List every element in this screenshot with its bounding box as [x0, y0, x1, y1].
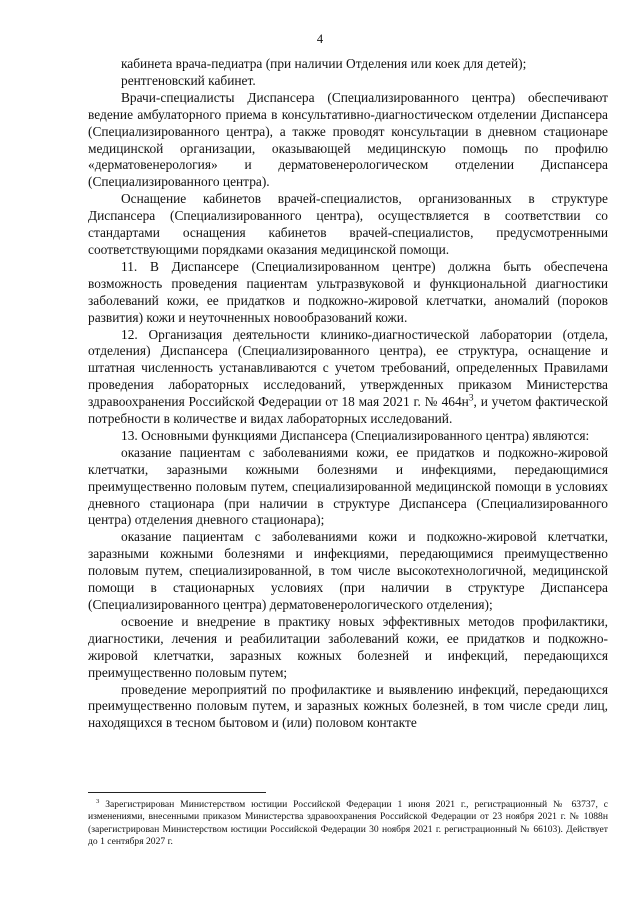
paragraph-equipment: Оснащение кабинетов врачей-специалистов, организованных в структуре Диспансера (Специализированного центра), осуществляется в соответствии со стандартами оснащения кабинетов врачей-специалистов, предусмотренными соответствующими порядками оказания медицинской помощи.	[88, 191, 608, 257]
paragraph-pediatrician-cabinet: кабинета врача-педиатра (при наличии Отделения или коек для детей);	[121, 56, 527, 71]
paragraph-function-inpatient: оказание пациентам с заболеваниями кожи и подкожно-жировой клетчатки, заразными кожными болезнями и инфекциями, передающимися преимущественно половым путем, специализированной, в том числе высокотехнологичной, медицинской помощи в стационарных условиях (при наличии в структуре Диспансера (Специализированного центра) дерматовенерологического отделения);	[88, 529, 608, 612]
paragraph-function-prevention: проведение мероприятий по профилактике и выявлению инфекций, передающихся преимущественно половым путем, и заразных кожных болезней, в том числе среди лиц, находящихся в тесном бытовом и (или) половом контакте	[88, 681, 608, 731]
paragraph-function-new-methods: освоение и внедрение в практику новых эффективных методов профилактики, диагностики, лечения и реабилитации заболеваний кожи, ее придатков и подкожно-жировой клетчатки, заразных кожных болезней и инфекций, передающихся преимущественно половым путем;	[88, 613, 608, 680]
paragraph-item-13: 13. Основными функциями Диспансера (Специализированного центра) являются:	[121, 427, 590, 443]
paragraph-specialists: Врачи-специалисты Диспансера (Специализированного центра) обеспечивают ведение амбулаторного приема в консультативно-диагностическом отделении Диспансера (Специализированного центра), а также проводят консультации в дневном стационаре медицинской организации, оказывающей медицинскую помощь по профилю «дерматовенерология» и дерматовенерологическом отделении Диспансера (Специализированного центра).	[88, 89, 608, 190]
paragraph-function-day-stationary: оказание пациентам с заболеваниями кожи, ее придатков и подкожно-жировой клетчатки, заразными кожными болезнями и инфекциями, передающимися преимущественно половым путем, специализированной медицинской помощи в условиях дневного стационара (при наличии в структуре Диспансера (Специализированного центра) отделения дневного стационара);	[88, 444, 608, 528]
paragraph-xray-cabinet: рентгеновский кабинет.	[121, 72, 256, 88]
footnote-reference: 3	[468, 393, 474, 404]
paragraph-item-12-continuation: и учетом фактической потребности в количестве и видах лабораторных исследований.	[88, 394, 608, 427]
footnote	[88, 799, 608, 848]
footnote-paragraph	[88, 799, 608, 848]
footnote-marker: 3	[96, 797, 100, 805]
paragraph-item-11: 11. В Диспансере (Специализированном центре) должна быть обеспечена возможность проведения пациентам ультразвуковой и функциональной диагностики заболеваний кожи, ее придатков и подкожно-жировой клетчатки, аномалий (пороков развития) кожи и неуточненных новообразований кожи.	[88, 258, 608, 325]
document-body	[88, 56, 608, 732]
paragraph-item-12: 12. Организация деятельности клинико-диагностической лаборатории (отдела, отделения) Диспансера (Специализированного центра), ее структура, оснащение и штатная численность устанавливаются с учетом требований, определенных Правилами проведения лабораторных исследований, утвержденных приказом Министерства здравоохранения Российской Федерации от 18 мая 2021 г. № $464н^3$, и учетом фактической потребности в количестве и видах лабораторных исследований.	[88, 326, 608, 427]
paragraph-item-12-text: 12. Организация деятельности клинико-диагностической лаборатории (отдела, отделения) Диспансера (Специализированного центра), ее структура, оснащение и штатная численность устанавливаются с учетом требований, определенных Правилами проведения лабораторных исследований, утвержденных приказом Министерства здравоохранения Российской Федерации от 18 мая 2021 г. № 464н	[88, 326, 608, 410]
footnote-divider	[88, 792, 266, 793]
footnote-text: Зарегистрирован Министерством юстиции Российской Федерации 1 июня 2021 г., регистрационный № 63737, с изменениями, внесенными приказом Министерства здравоохранения Российской Федерации от 23 ноября 2021 г. № 1088н (зарегистрирован Министерством юстиции Российской Федерации 30 ноября 2021 г. регистрационный № 66103). Действует до 1 сентября 2027 г.	[88, 799, 608, 847]
page-number: 4	[316, 32, 324, 46]
